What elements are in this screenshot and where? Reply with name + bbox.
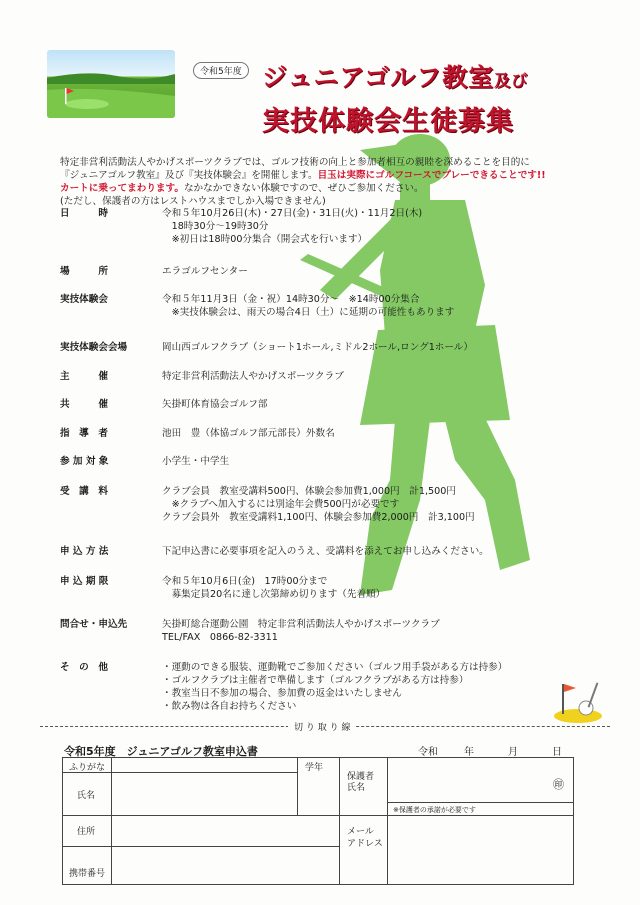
detail-label: 実技体験会会場 [60,342,128,353]
detail-value [162,485,475,524]
intro-line [60,182,546,195]
phone-input[interactable] [113,849,339,883]
intro-text [60,156,546,208]
intro-line [60,169,546,182]
email-input[interactable] [389,818,573,882]
intro-line: (ただし、保護者の方はレストハウスまでしか入場できません) [60,196,326,207]
detail-value [162,661,507,713]
detail-label: 申 込 方 法 [60,546,109,557]
page-title-line1 [262,58,528,94]
detail-value-line: ※実技体験会は、雨天の場合4日（土）に延期の可能性もあります [162,307,455,318]
date-day: 日 [552,747,562,758]
detail-value [162,370,344,383]
title-suffix: 及び [494,71,529,90]
detail-value-line: 矢掛町体育協会ゴルフ部 [162,399,268,410]
detail-label: そ の 他 [60,662,108,673]
address-label: 住所 [77,827,96,837]
detail-label: 問合せ・申込先 [60,619,128,630]
detail-label: 申 込 期 限 [60,576,109,587]
name-input[interactable] [113,775,297,813]
intro-highlight: カートに乗ってまわります。 [60,183,184,194]
golf-course-icon [47,50,175,118]
detail-value [162,427,335,440]
detail-value [162,341,473,354]
year-badge: 令和5年度 [193,62,249,79]
guardian-name-label: 保護者 氏名 [347,772,375,793]
detail-value-line: 募集定員20名に達し次第締め切ります（先着順） [162,589,386,600]
detail-label: 日 時 [60,208,108,219]
detail-value-line: TEL/FAX 0866-82-3311 [162,632,278,643]
detail-value-line: ・ゴルフクラブは主催者で準備します（ゴルフクラブがある方は持参） [162,675,469,686]
detail-value-line: ※クラブへ加入するには別途年会費500円が必要です [162,499,400,510]
detail-value [162,293,454,319]
detail-value-line: クラブ会員外 教室受講料1,100円、体験会参加費2,000円 計3,100円 [162,512,475,523]
furigana-input[interactable] [113,759,297,772]
detail-value-line: ・教室当日不参加の場合、参加費の返金はいたしません [162,688,402,699]
detail-value-line: 18時30分～19時30分 [162,221,269,232]
detail-value [162,398,268,411]
golf-course-image [47,50,175,118]
detail-label: 共 催 [60,399,108,410]
detail-value [162,545,489,558]
form-date [418,743,562,758]
detail-value-line: ・飲み物は各自お持ちください [162,701,297,712]
cut-line-label: 切 り 取 り 線 [288,720,356,733]
detail-value-line: クラブ会員 教室受講料500円、体験会参加費1,000円 計1,500円 [162,486,456,497]
name-label: 氏名 [77,791,96,801]
phone-label: 携帯番号 [69,869,106,879]
detail-value-line: 岡山西ゴルフクラブ（ショート1ホール,ミドル2ホール,ロング1ホール） [162,342,473,353]
guardian-name-input[interactable] [389,760,553,800]
page-title-line2: 実技体験会生徒募集 [262,106,514,137]
detail-label: 場 所 [60,266,108,277]
detail-label: 指 導 者 [60,428,108,439]
detail-value-line: ・運動のできる服装、運動靴でご参加ください（ゴルフ用手袋がある方は持参） [162,662,508,673]
detail-value-line: 令和５年10月26日(木)・27日(金)・31日(火)・11月2日(木) [162,208,423,219]
guardian-note: ※保護者の承諾が必要です [393,806,476,814]
date-era: 令和 [418,747,438,758]
furigana-label: ふりがな [69,763,106,773]
intro-text-span: なかなかできない体験ですので、ぜひご参加ください。 [183,183,424,194]
detail-value-line: 下記申込書に必要事項を記入のうえ、受講料を添えてお申し込みください。 [162,546,489,557]
detail-value-line: 令和５年11月3日（金・祝）14時30分～ ※14時00分集合 [162,294,420,305]
golf-ball-flag-icon [548,678,604,724]
detail-value [162,455,229,468]
grade-input[interactable] [299,774,341,812]
title-main: ジュニアゴルフ教室 [262,63,495,92]
detail-value [162,575,385,601]
email-label: メール アドレス [347,827,383,849]
address-input[interactable] [113,818,339,846]
intro-text-span: 『ジュニアゴルフ教室』及び『実技体験会』を開催します。 [60,170,318,181]
grade-label: 学年 [305,763,324,773]
detail-value-line: 特定非営利活動法人やかげスポーツクラブ [162,371,344,382]
detail-value-line: 矢掛町総合運動公園 特定非営利活動法人やかげスポーツクラブ [162,619,440,630]
detail-value-line: エラゴルフセンター [162,266,248,277]
application-form [62,757,574,885]
detail-value [162,618,440,644]
detail-value-line: 令和５年10月6日(金) 17時00分まで [162,576,328,587]
date-year: 年 [464,747,474,758]
form-title: 令和5年度 ジュニアゴルフ教室申込書 [64,745,258,758]
detail-value-line: 池田 豊（体協ゴルフ部元部長）外数名 [162,428,335,439]
detail-label: 受 講 料 [60,486,108,497]
detail-value-line: 小学生・中学生 [162,456,230,467]
detail-label: 参 加 対 象 [60,456,109,467]
intro-line: 特定非営利活動法人やかげスポーツクラブでは、ゴルフ技術の向上と参加者相互の親睦を深めることを目的に [60,157,530,168]
detail-value-line: ※初日は18時00分集合（開会式を行います） [162,234,368,245]
detail-label: 実技体験会 [60,294,108,305]
detail-value [162,207,422,246]
detail-value [162,265,248,278]
seal-mark: ㊞ [553,778,564,791]
date-month: 月 [508,747,518,758]
intro-highlight: 目玉は実際にゴルフコースでプレーできることです!! [317,170,546,181]
detail-label: 主 催 [60,371,108,382]
